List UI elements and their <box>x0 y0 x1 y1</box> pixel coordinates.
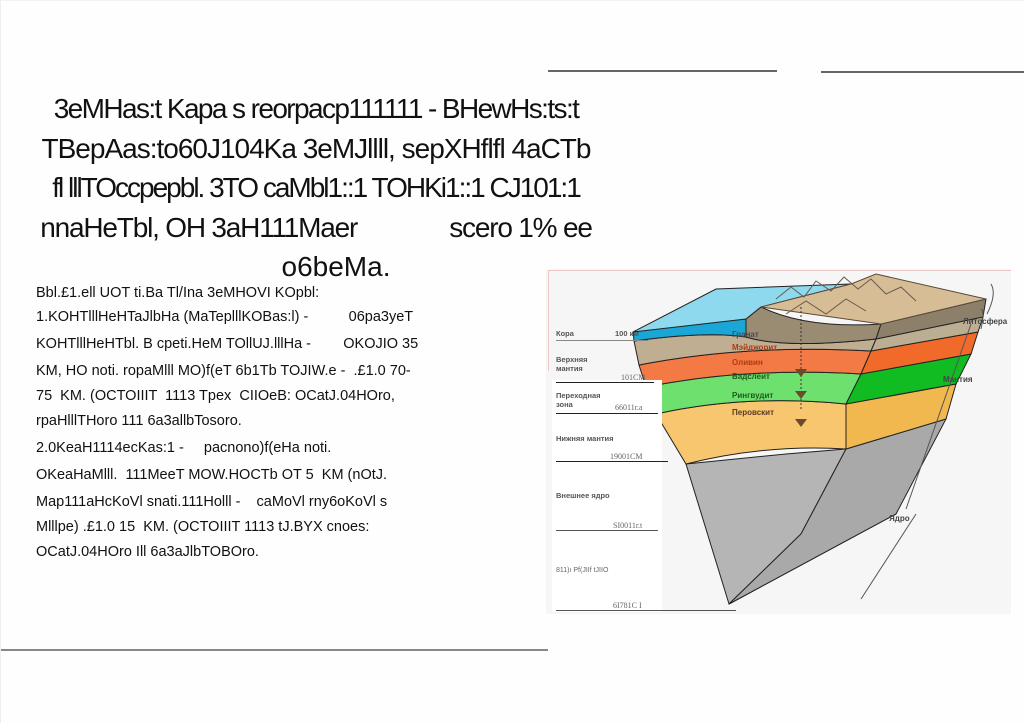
footer-divider <box>1 649 548 651</box>
core-label: Ядро <box>889 514 910 523</box>
body-paragraph: Bbl.£1.ell UOT ti.Ba Tl/Ina 3eMHOVI KOpbl: <box>36 285 320 301</box>
layer-label-lower-mantle: Нижняя мантия <box>556 434 614 443</box>
depth-label-upper-mantle: 101CM <box>621 373 646 382</box>
layer-label-crust: Кора <box>556 329 574 338</box>
body-paragraph: OKeaHaMlll. 111MeeT MOW.HOCTb OT 5 KM (nOtJ. <box>36 467 388 483</box>
mineral-label: Вадслеит <box>732 372 770 381</box>
depth-line <box>556 610 736 611</box>
mantle-label: Мантия <box>943 375 973 384</box>
body-paragraph: KOHTlllHeHTbl. B cpeti.HeM TOllUJ.lllHa - OKOJIO 35 <box>36 336 419 352</box>
depth-line <box>556 530 658 531</box>
slide-title <box>11 89 621 287</box>
body-text <box>36 283 526 565</box>
mineral-label: Рингвудит <box>732 391 774 400</box>
lithosphere-label: Литосфера <box>963 317 1008 326</box>
mineral-label: Гранат <box>732 330 759 339</box>
title-line: TBepAas:to60J104Ka 3eMJllll, sepXHflfl 4aCTb <box>41 132 591 164</box>
layer-label-inner-core: 811)ı Pf(JIIf tJIIO <box>556 567 609 574</box>
body-paragraph: OCatJ.04HOro Ill 6a3aJlbTOBOro. <box>36 544 259 560</box>
layer-label-outer-core: Внешнее ядро <box>556 491 610 500</box>
body-paragraph: 1.KOHTlllHeHTaJlbHa (MaTeplllKOBas:l) - 06pa3yeT <box>36 309 414 325</box>
layer-label-upper-mantle: Верхняя мантия <box>556 355 588 373</box>
header-divider-right <box>821 71 1024 73</box>
depth-label-crust: 100 км <box>615 329 639 338</box>
depth-label-inner-core: 6I781C I <box>613 601 642 610</box>
depth-line <box>556 461 668 462</box>
depth-label-transition-zone: 66011r.a <box>615 403 643 412</box>
title-line: nnaHeTbl, OH 3aH111Maer scero 1% ee <box>40 211 592 243</box>
depth-line <box>556 340 648 341</box>
mineral-label: Мэйджорит <box>732 343 778 352</box>
header-divider-left <box>548 70 777 72</box>
title-line: 3eMHas:t Kapa s reorpacp111111 - BHewHs:ts:t <box>53 93 579 124</box>
depth-label-outer-core: SI0011r.t <box>613 521 643 530</box>
body-paragraph: 2.0KeaH1114ecKas:1 - pacnono)f(eHa noti. <box>36 440 332 456</box>
depth-line <box>556 413 658 414</box>
body-paragraph: KM, HO noti. ropaMlll MO)f(eT 6b1Tb TOJIW.e - .£1.0 70- <box>36 363 411 379</box>
depth-line <box>556 382 654 383</box>
body-paragraph: Mlllpe) .£1.0 15 KM. (OCTOIIIT 1113 tJ.BYX cnoes: <box>36 519 370 535</box>
mineral-label: Оливин <box>732 358 763 367</box>
title-line: o6beMa. <box>281 251 391 282</box>
depth-label-lower-mantle: 19001CM <box>610 452 643 461</box>
body-paragraph: rpaHlllTHoro 111 6a3allbTosoro. <box>36 413 242 429</box>
title-line: fl lllTOccpepbl. 3TO caMbl1::1 TOHKi1::1 CJ101:1 <box>52 172 580 203</box>
body-paragraph: Map111aHcKoVl snati.111Holll - caMoVl rny6oKoVl s <box>36 494 388 510</box>
layer-label-transition-zone: Переходная зона <box>556 391 601 409</box>
mineral-label: Перовскит <box>732 408 774 417</box>
body-paragraph: 75 KM. (OCTOIIIT 1113 Tpex CIIOeB: OCatJ.04HOro, <box>36 388 395 404</box>
